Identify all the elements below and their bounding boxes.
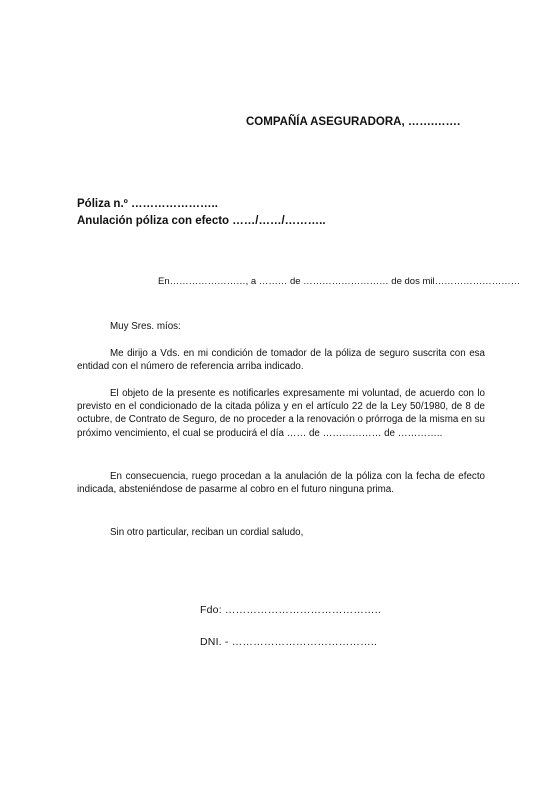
paragraph-notification: El objeto de la presente es notificarles expresamente mi voluntad, de acuerdo con lo previsto en el condicionado de la citada póliza y en el artículo 22 de la Ley 50/1980, de 8 de octubre, de Contrato de Seguro, de no proceder a la renovación o prórroga de la misma en su próximo vencimiento, el cual se producirá el día …… de ……………… de ………….. <box>77 388 485 439</box>
dni-line: DNI. - ………………………………….. <box>200 636 378 648</box>
insurance-company-heading: COMPAÑÍA ASEGURADORA, …….……. <box>246 116 461 128</box>
policy-number-reference: Póliza n.º ………………….. <box>77 198 218 210</box>
cancellation-effective-date-reference: Anulación póliza con efecto ……/……/……….. <box>77 215 326 227</box>
paragraph-request: En consecuencia, ruego procedan a la anulación de la póliza con la fecha de efecto indicada, absteniéndose de pasarme al cobro en el futuro ninguna prima. <box>77 471 485 496</box>
closing-salutation: Sin otro particular, reciban un cordial saludo, <box>110 527 304 538</box>
signature-line: Fdo: …………………………………….. <box>200 604 381 616</box>
place-and-date-line: En……………………, a ……… de ……………………… de dos mil……………………… <box>158 276 521 287</box>
greeting: Muy Sres. míos: <box>110 321 181 332</box>
paragraph-introduction: Me dirijo a Vds. en mi condición de tomador de la póliza de seguro suscrita con esa entidad con el número de referencia arriba indicado. <box>77 348 485 373</box>
